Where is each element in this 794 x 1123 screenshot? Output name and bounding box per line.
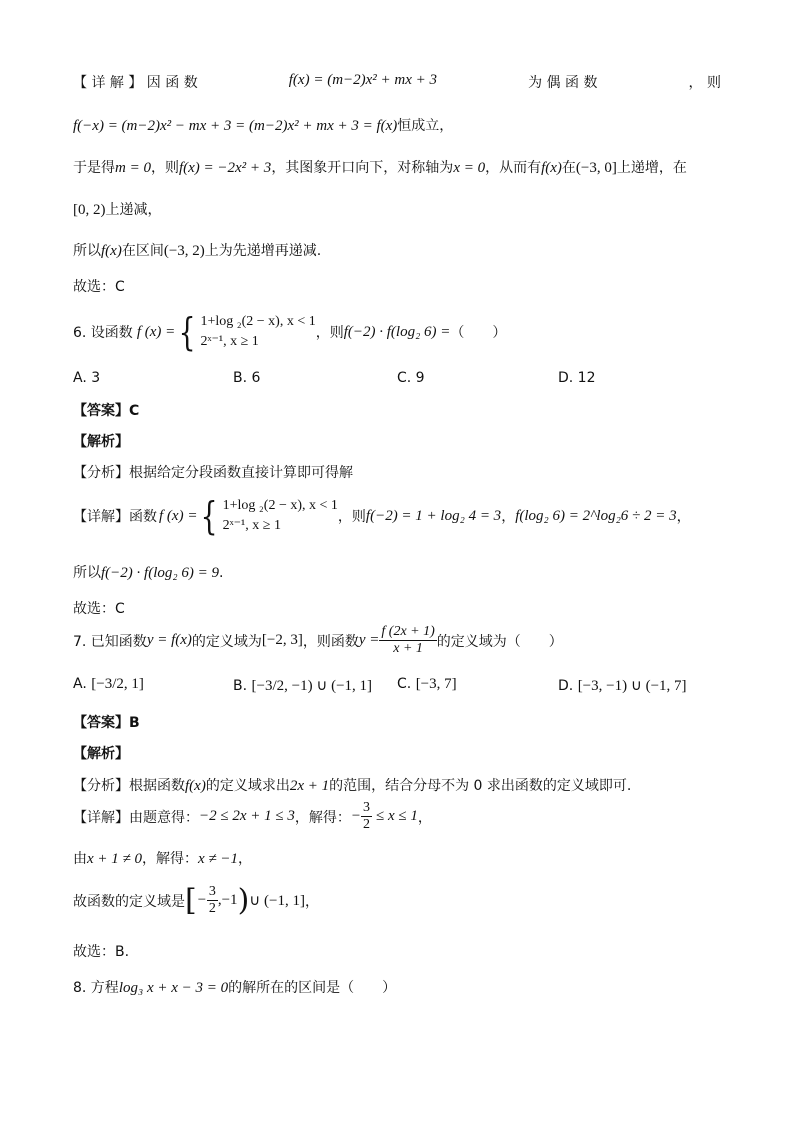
q5-detail-line3	[73, 157, 687, 177]
q6-analysis-tag: 【解析】	[73, 434, 129, 450]
option-label: C.	[397, 676, 412, 692]
q7-option-a[interactable]	[73, 676, 144, 693]
formula: f(−2) = 1 + log₂ 4 = 3	[365, 507, 502, 524]
case-2: 2ˣ⁻¹, x ≥ 1	[200, 334, 259, 349]
fraction	[207, 884, 218, 917]
text: 【详解】由题意得：	[73, 809, 199, 826]
formula: f(−x) = (m−2)x² − mx + 3 = (m−2)x² + mx + 3 = f(x)	[73, 118, 398, 134]
text: 上为先递增再递减.	[204, 243, 322, 259]
brace-symbol: {	[201, 494, 218, 538]
paren-right: )	[237, 882, 250, 918]
text: ，	[417, 809, 432, 826]
option-label: B.	[233, 678, 248, 694]
q7-option-b[interactable]	[233, 676, 372, 695]
piecewise-function	[175, 312, 315, 352]
q7-answer-tag: 【答案】B	[73, 715, 140, 731]
denominator: 2	[208, 901, 216, 916]
q5-detail-line5	[73, 240, 321, 260]
q8-stem	[73, 977, 396, 997]
formula: x ≠ −1	[198, 851, 239, 867]
text: ，	[238, 851, 253, 867]
q5-answer: 故选：C	[73, 279, 125, 295]
q6-stem	[73, 312, 506, 352]
text: ，	[676, 509, 691, 525]
denominator: 2	[363, 817, 370, 832]
formula: (−3, 0]	[575, 160, 617, 176]
formula: f(x) = −2x² + 3	[178, 160, 272, 176]
q7-domain	[73, 884, 319, 917]
q6-fenxi: 【分析】根据给定分段函数直接计算即可得解	[73, 465, 353, 481]
formula: −	[350, 808, 361, 824]
formula: f(log₂ 6) = 2^log₂6 ÷ 2 = 3	[515, 507, 677, 524]
formula: f(x)	[185, 778, 206, 794]
text: ，则	[337, 509, 366, 525]
formula: f(x)	[541, 160, 562, 176]
text: ，解得：	[142, 851, 199, 867]
formula: f (x) =	[159, 507, 198, 524]
text: 上递增，在	[616, 160, 687, 176]
text: ，	[501, 509, 516, 525]
numerator: 3	[363, 800, 370, 815]
text: 故函数的定义域是	[73, 893, 185, 910]
formula: [−2, 3]	[261, 632, 303, 648]
formula: f(−2) · f(log₂ 6) =	[343, 323, 451, 340]
text: 的解所在的区间是（ ）	[228, 980, 397, 996]
text: 6. 设函数	[73, 325, 133, 341]
detail-label: 【 详 解 】 因 函 数	[73, 75, 198, 91]
q5-detail-line1	[73, 72, 721, 92]
text: 恒成立，	[397, 118, 454, 134]
text: 所以	[73, 243, 101, 259]
formula: m = 0	[115, 160, 151, 176]
text: ，解得：	[294, 809, 351, 826]
formula: [0, 2)	[73, 202, 106, 218]
formula: f(x)	[101, 243, 122, 259]
q6-answer: 故选：C	[73, 601, 125, 617]
q7-fenxi	[73, 775, 631, 795]
option-value: [−3/2, 1]	[91, 676, 144, 692]
text: 在区间	[121, 243, 164, 259]
brace-symbol: {	[178, 310, 196, 354]
text: 上递减，	[105, 202, 162, 218]
formula: x + 1 ≠ 0	[87, 851, 143, 867]
case-2: 2ˣ⁻¹, x ≥ 1	[222, 518, 281, 533]
text: 【详解】函数	[73, 509, 157, 525]
q5-detail-line4	[73, 199, 162, 219]
text: 所以	[73, 565, 101, 581]
q6-option-b[interactable]: B. 6	[233, 370, 261, 386]
q7-analysis-tag: 【解析】	[73, 746, 129, 762]
option-value: [−3, 7]	[415, 676, 457, 692]
option-label: A.	[73, 676, 87, 692]
formula: x = 0	[453, 160, 486, 176]
option-value: [−3/2, −1) ∪ (−1, 1]	[251, 678, 373, 694]
text: 的定义域为（ ）	[436, 633, 563, 650]
numerator: f (2x + 1)	[381, 624, 435, 639]
text: ，从而有	[485, 160, 542, 176]
q7-detail	[73, 800, 432, 833]
formula: (−3, 2)	[163, 243, 205, 259]
q7-condition	[73, 848, 252, 868]
text: 由	[73, 851, 87, 867]
q5-detail-line2	[73, 115, 453, 135]
formula: f(x) = (m−2)x² + mx + 3	[288, 72, 438, 88]
denominator: x + 1	[393, 641, 423, 656]
case-1: 1+log ₂(2 − x), x < 1	[222, 498, 338, 513]
fraction	[361, 800, 372, 833]
formula: y =	[358, 632, 380, 648]
text: ，则	[150, 160, 179, 176]
piecewise-function	[197, 496, 337, 536]
fraction	[379, 624, 436, 657]
formula: 2x + 1	[289, 778, 330, 794]
bracket-left: [	[185, 882, 197, 918]
numerator: 3	[208, 884, 216, 899]
text: 7. 已知函数	[73, 633, 147, 650]
text: 为 偶 函 数	[528, 75, 598, 91]
text: 的定义域求出	[205, 778, 290, 794]
text: .	[218, 565, 224, 581]
text: ，则函数	[302, 633, 359, 650]
formula: −2 ≤ 2x + 1 ≤ 3	[199, 808, 295, 824]
text: （ ）	[450, 325, 507, 341]
q6-option-a[interactable]: A. 3	[73, 370, 101, 386]
comma-minus-one: ,−1	[217, 892, 238, 908]
text: 【分析】根据函数	[73, 778, 185, 794]
q7-answer: 故选：B.	[73, 944, 130, 960]
minus: −	[196, 892, 207, 908]
formula: f (x) =	[136, 323, 176, 340]
text: ，则	[315, 325, 344, 341]
option-value: [−3, −1) ∪ (−1, 7]	[577, 678, 687, 694]
text: ，其图象开口向下，对称轴为	[271, 160, 454, 176]
formula: ∪ (−1, 1]	[249, 893, 305, 909]
formula: log₃ x + x − 3 = 0	[118, 980, 229, 996]
text: ， 则	[688, 75, 721, 91]
text: 8. 方程	[73, 980, 119, 996]
text: 于是得	[73, 160, 115, 176]
formula: y = f(x)	[146, 632, 192, 648]
q6-option-d[interactable]: D. 12	[558, 370, 596, 386]
text: 的定义域为	[191, 633, 262, 650]
q6-answer-tag: 【答案】C	[73, 403, 140, 419]
option-label: D.	[558, 678, 574, 694]
formula: f(−2) · f(log₂ 6) = 9	[101, 565, 219, 581]
formula: ≤ x ≤ 1	[376, 808, 418, 824]
q7-option-c[interactable]	[397, 676, 457, 693]
q6-option-c[interactable]: C. 9	[397, 370, 425, 386]
text: 的范围，结合分母不为 0 求出函数的定义域即可.	[329, 778, 632, 794]
case-1: 1+log ₂(2 − x), x < 1	[200, 314, 316, 329]
q7-stem	[73, 624, 563, 657]
text: 在	[561, 160, 576, 176]
text: ，	[304, 893, 319, 910]
q6-conclusion	[73, 562, 223, 582]
q6-detail	[73, 496, 691, 536]
q7-option-d[interactable]	[558, 676, 687, 695]
